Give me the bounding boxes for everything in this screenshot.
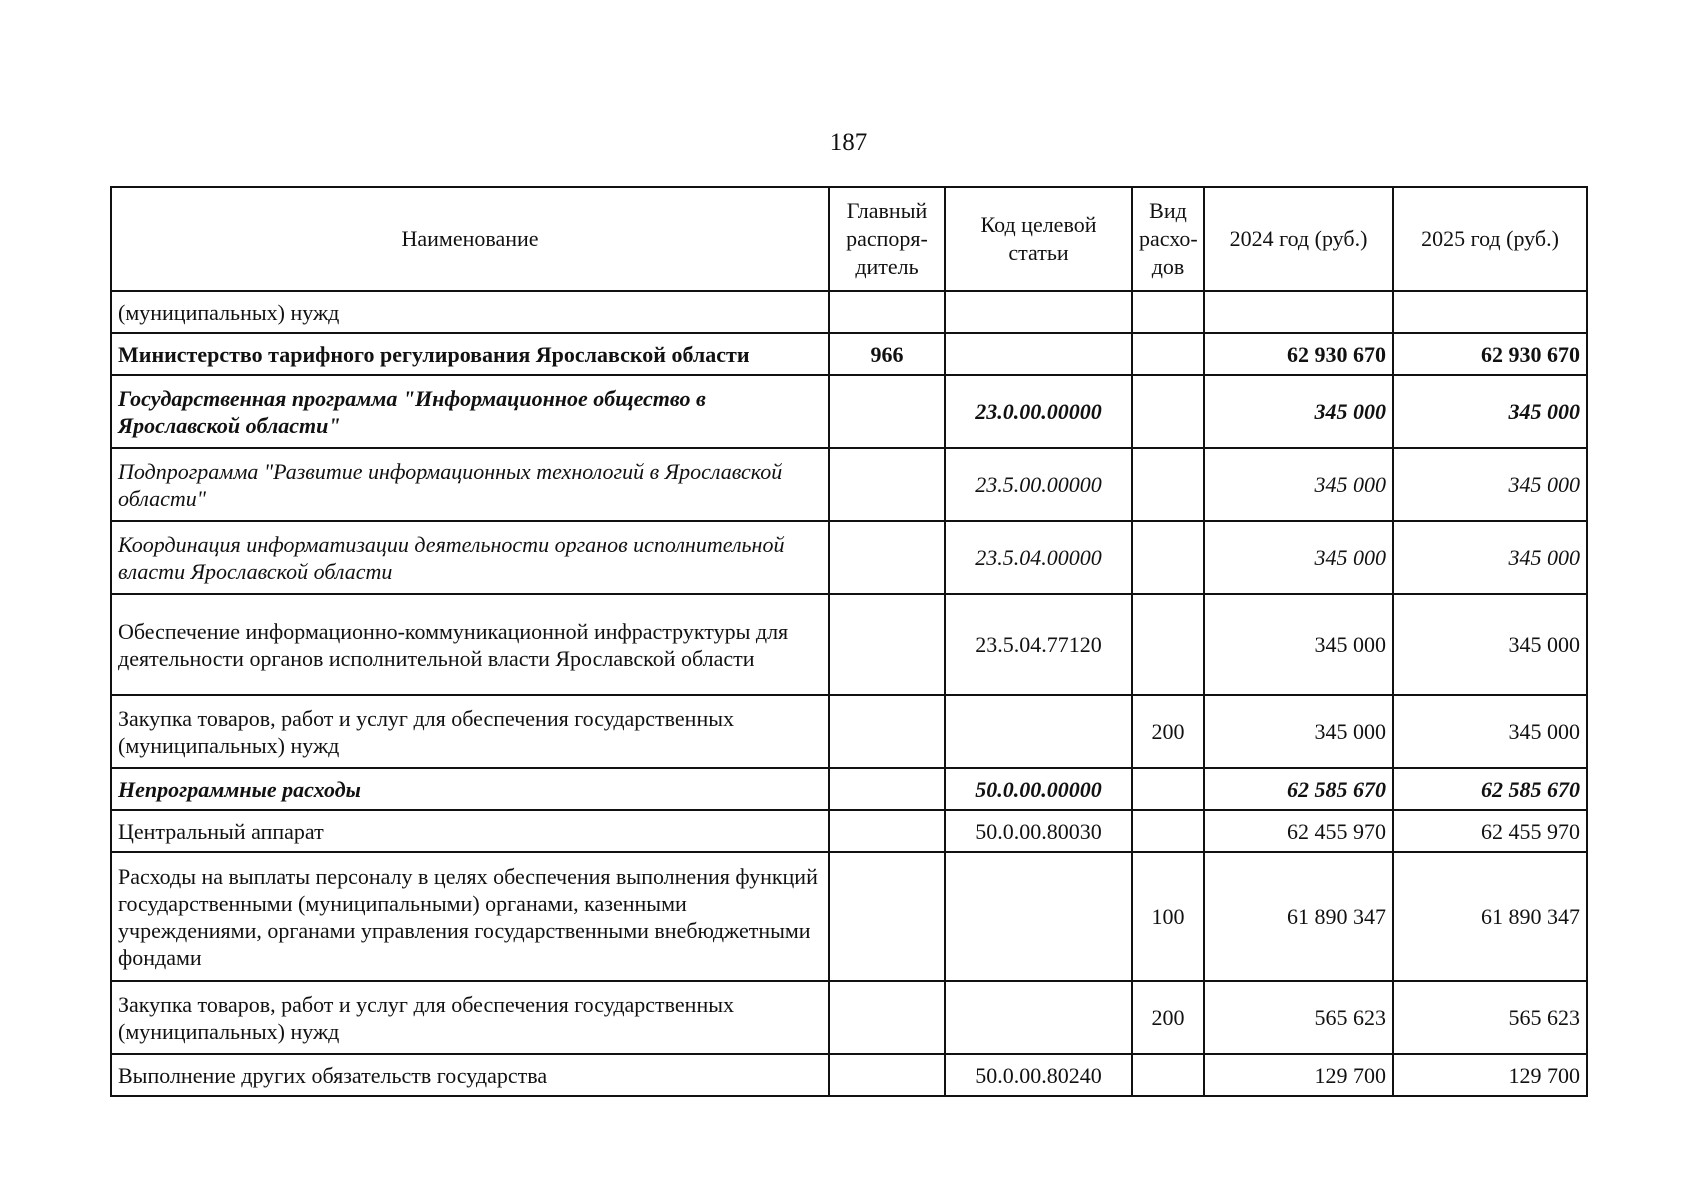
cell-admin xyxy=(829,768,945,810)
cell-admin xyxy=(829,375,945,448)
cell-target-code: 23.5.04.77120 xyxy=(945,594,1132,695)
cell-expense-type xyxy=(1132,448,1204,521)
cell-admin xyxy=(829,594,945,695)
table-row xyxy=(111,521,1587,594)
cell-expense-type: 200 xyxy=(1132,981,1204,1054)
cell-amount-2024: 129 700 xyxy=(1204,1054,1393,1096)
cell-target-code: 23.5.00.00000 xyxy=(945,448,1132,521)
cell-amount-2024: 565 623 xyxy=(1204,981,1393,1054)
cell-name: Закупка товаров, работ и услуг для обеспечения государственных (муниципальных) нужд xyxy=(111,981,829,1054)
header-year-2025: 2025 год (руб.) xyxy=(1393,187,1587,291)
cell-amount-2024: 345 000 xyxy=(1204,521,1393,594)
cell-amount-2024 xyxy=(1204,291,1393,333)
header-name: Наименование xyxy=(111,187,829,291)
cell-amount-2025: 345 000 xyxy=(1393,521,1587,594)
header-target-code: Код целевой статьи xyxy=(945,187,1132,291)
cell-amount-2025: 62 455 970 xyxy=(1393,810,1587,852)
cell-amount-2025: 61 890 347 xyxy=(1393,852,1587,981)
cell-amount-2024: 62 930 670 xyxy=(1204,333,1393,375)
cell-amount-2024: 62 585 670 xyxy=(1204,768,1393,810)
cell-expense-type xyxy=(1132,768,1204,810)
cell-admin xyxy=(829,852,945,981)
cell-target-code: 23.0.00.00000 xyxy=(945,375,1132,448)
cell-amount-2025: 62 585 670 xyxy=(1393,768,1587,810)
cell-target-code xyxy=(945,852,1132,981)
cell-amount-2025: 345 000 xyxy=(1393,695,1587,768)
cell-amount-2025 xyxy=(1393,291,1587,333)
cell-amount-2024: 345 000 xyxy=(1204,695,1393,768)
cell-name: Непрограммные расходы xyxy=(111,768,829,810)
cell-name: Обеспечение информационно-коммуникационной инфраструктуры для деятельности органов исполнительной власти Ярославской области xyxy=(111,594,829,695)
cell-target-code xyxy=(945,291,1132,333)
cell-amount-2024: 345 000 xyxy=(1204,375,1393,448)
cell-target-code: 50.0.00.80240 xyxy=(945,1054,1132,1096)
cell-admin xyxy=(829,1054,945,1096)
cell-name: Подпрограмма "Развитие информационных технологий в Ярославской области" xyxy=(111,448,829,521)
table-row xyxy=(111,1054,1587,1096)
cell-target-code: 50.0.00.80030 xyxy=(945,810,1132,852)
cell-amount-2024: 345 000 xyxy=(1204,448,1393,521)
cell-admin xyxy=(829,291,945,333)
cell-amount-2025: 565 623 xyxy=(1393,981,1587,1054)
cell-expense-type xyxy=(1132,1054,1204,1096)
table-row xyxy=(111,810,1587,852)
cell-amount-2024: 62 455 970 xyxy=(1204,810,1393,852)
cell-name: Государственная программа "Информационное общество в Ярославской области" xyxy=(111,375,829,448)
cell-expense-type: 200 xyxy=(1132,695,1204,768)
cell-expense-type xyxy=(1132,291,1204,333)
cell-amount-2025: 345 000 xyxy=(1393,594,1587,695)
cell-expense-type xyxy=(1132,594,1204,695)
cell-name: Координация информатизации деятельности органов исполнительной власти Ярославской области xyxy=(111,521,829,594)
cell-amount-2025: 129 700 xyxy=(1393,1054,1587,1096)
cell-admin xyxy=(829,810,945,852)
cell-name: Центральный аппарат xyxy=(111,810,829,852)
budget-table xyxy=(110,186,1588,1097)
table-row xyxy=(111,594,1587,695)
header-admin: Главный распоря-дитель xyxy=(829,187,945,291)
table-row xyxy=(111,768,1587,810)
table-row xyxy=(111,375,1587,448)
cell-amount-2024: 61 890 347 xyxy=(1204,852,1393,981)
header-expense-type: Вид расхо-дов xyxy=(1132,187,1204,291)
page-number: 187 xyxy=(829,129,868,156)
cell-expense-type: 100 xyxy=(1132,852,1204,981)
cell-admin: 966 xyxy=(829,333,945,375)
cell-name: Выполнение других обязательств государства xyxy=(111,1054,829,1096)
table-row xyxy=(111,695,1587,768)
cell-name: Закупка товаров, работ и услуг для обеспечения государственных (муниципальных) нужд xyxy=(111,695,829,768)
cell-admin xyxy=(829,448,945,521)
cell-target-code: 23.5.04.00000 xyxy=(945,521,1132,594)
cell-expense-type xyxy=(1132,375,1204,448)
table-header-row xyxy=(111,187,1587,291)
table-row xyxy=(111,448,1587,521)
cell-target-code xyxy=(945,695,1132,768)
cell-admin xyxy=(829,981,945,1054)
cell-expense-type xyxy=(1132,521,1204,594)
cell-expense-type xyxy=(1132,333,1204,375)
cell-name: Министерство тарифного регулирования Ярославской области xyxy=(111,333,829,375)
cell-amount-2025: 345 000 xyxy=(1393,448,1587,521)
table-row xyxy=(111,852,1587,981)
table-row xyxy=(111,291,1587,333)
table-row xyxy=(111,981,1587,1054)
cell-target-code: 50.0.00.00000 xyxy=(945,768,1132,810)
cell-admin xyxy=(829,521,945,594)
cell-amount-2024: 345 000 xyxy=(1204,594,1393,695)
cell-amount-2025: 345 000 xyxy=(1393,375,1587,448)
cell-target-code xyxy=(945,981,1132,1054)
header-year-2024: 2024 год (руб.) xyxy=(1204,187,1393,291)
cell-amount-2025: 62 930 670 xyxy=(1393,333,1587,375)
cell-name: Расходы на выплаты персоналу в целях обеспечения выполнения функций государственными (муниципальными) органами, казенными учреждениями, органами управления государственными внебюджетными фондами xyxy=(111,852,829,981)
cell-name: (муниципальных) нужд xyxy=(111,291,829,333)
cell-admin xyxy=(829,695,945,768)
table-row xyxy=(111,333,1587,375)
cell-expense-type xyxy=(1132,810,1204,852)
cell-target-code xyxy=(945,333,1132,375)
